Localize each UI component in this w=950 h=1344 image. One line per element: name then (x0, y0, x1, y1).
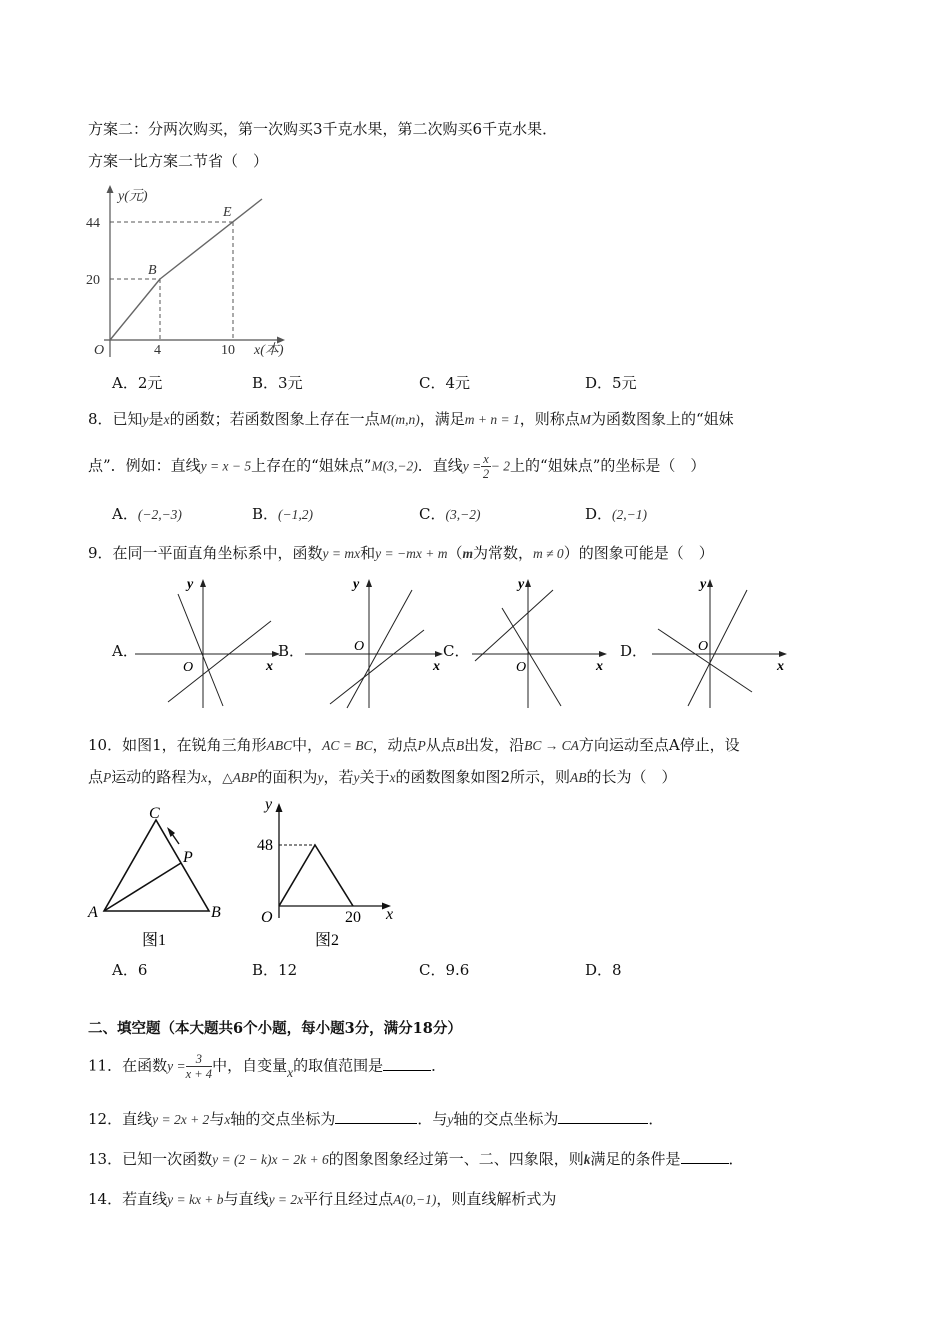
q13: 13．已知一次函数y = (2 − k)x − 2k + 6的图象图象经过第一、二、四象限，则k满足的条件是 ． (88, 1150, 744, 1168)
q10-option-b[interactable]: B．12 (252, 961, 298, 979)
q7-option-a[interactable]: A．2元 (112, 374, 163, 392)
q9-graph-b (300, 574, 450, 714)
q8-option-d[interactable]: D．(2,−1) (585, 505, 648, 523)
q11-answer-blank[interactable] (383, 1070, 431, 1071)
y-tick-48: 48 (257, 837, 273, 854)
q8-line2: 点”．例如：直线y = x − 5上存在的“姐妹点”M(3,−2)．直线y = $\frac{x}{2}$ − 2上的“姐妹点”的坐标是（ ） (88, 452, 706, 481)
q12: 12．直线y = 2x + 2与x轴的交点坐标为 ．与y轴的交点坐标为 ． (88, 1110, 664, 1128)
q9-graph-d (650, 574, 800, 714)
axis-y: y (187, 577, 194, 592)
x-tick-10: 10 (221, 343, 235, 358)
q8-line1: 8．已知y是x的函数；若函数图象上存在一点M(m,n)，满足m + n = 1，则称点M为函数图象上的“姐妹 (88, 410, 734, 428)
x-tick-4: 4 (154, 343, 161, 358)
axis-y: y (353, 577, 360, 592)
vertex-a-label: A (88, 904, 98, 921)
y-tick-44: 44 (86, 216, 100, 231)
q9-graph-c (470, 574, 620, 714)
q8-option-c[interactable]: C．(3,−2) (419, 505, 481, 523)
area-graph (279, 845, 353, 906)
q13-answer-blank[interactable] (681, 1163, 729, 1164)
origin: O (698, 639, 709, 654)
q9b-line-shallow (330, 630, 424, 704)
point-e-label: E (223, 205, 232, 220)
axis-x-label: x (386, 906, 394, 923)
q10-figure-1 (84, 800, 234, 950)
section-2-heading: 二、填空题（本大题共6个小题，每小题3分，满分18分） (88, 1020, 462, 1037)
q9c-line-steep (502, 608, 561, 706)
vertex-b-label: B (211, 904, 221, 921)
q7-question: 方案一比方案二节省（ ） (88, 152, 269, 170)
q12-answer-blank-x[interactable] (335, 1123, 417, 1124)
q9-option-a[interactable]: A． (112, 642, 138, 660)
y-axis-label: y(元) (118, 189, 148, 204)
plan-two-text: 方案二：分两次购买，第一次购买3千克水果，第二次购买6千克水果． (88, 120, 558, 138)
fraction: $\frac{x}{2}$ (482, 452, 490, 481)
q9-option-b[interactable]: B． (278, 642, 305, 660)
q7-option-c[interactable]: C．4元 (419, 374, 471, 392)
q7-graph (80, 182, 290, 362)
x-axis-label: x(本) (254, 343, 284, 358)
figure-1-caption: 图1 (142, 932, 167, 949)
q9-option-c[interactable]: C． (443, 642, 470, 660)
axis-x: x (433, 659, 440, 674)
q10-figure-2 (255, 795, 415, 950)
point-p-label: P (183, 849, 193, 866)
q10-option-d[interactable]: D．8 (585, 961, 622, 979)
q7-option-d[interactable]: D．5元 (585, 374, 637, 392)
q14: 14．若直线y = kx + b与直线y = 2x平行且经过点A(0,−1)，则直线解析式为 (88, 1190, 557, 1208)
q11: 11．在函数y = $\frac{3}{x + 4}$ 中，自变量x的取值范围是 ． (88, 1052, 447, 1081)
q10-line2: 点P运动的路程为x，△ABP的面积为y，若y关于x的函数图象如图2所示，则AB的长为（ ） (88, 768, 677, 786)
axis-y: y (518, 577, 525, 592)
q10-option-c[interactable]: C．9.6 (419, 961, 470, 979)
q9-option-d[interactable]: D． (620, 642, 648, 660)
figure-2-caption: 图2 (315, 932, 340, 949)
segment-ap (104, 863, 181, 911)
axis-x: x (266, 659, 273, 674)
q12-answer-blank-y[interactable] (558, 1123, 648, 1124)
axis-y: y (700, 577, 707, 592)
axis-x: x (777, 659, 784, 674)
origin-label: O (94, 343, 105, 358)
origin: O (516, 660, 527, 675)
fraction: $\frac{3}{x + 4}$ (185, 1052, 213, 1081)
q7-option-b[interactable]: B．3元 (252, 374, 303, 392)
origin: O (354, 639, 365, 654)
q10-line1: 10．如图1，在锐角三角形ABC中，AC = BC，动点P从点B出发，沿BC → CA方向运动至点A停止，设 (88, 736, 740, 754)
q8-option-b[interactable]: B．(−1,2) (252, 505, 314, 523)
graph-segment-be (160, 199, 262, 279)
q10-option-a[interactable]: A．6 (112, 961, 148, 979)
axis-y-label: y (265, 796, 273, 813)
y-tick-20: 20 (86, 273, 100, 288)
vertex-c-label: C (149, 805, 160, 822)
q9-question: 9．在同一平面直角坐标系中，函数y = mx和y = −mx + m（m为常数，m ≠ 0）的图象可能是（ ） (88, 544, 714, 562)
q9c-line-shallow (475, 590, 553, 661)
q8-option-a[interactable]: A．(−2,−3) (112, 505, 182, 523)
graph-segment-ob (110, 279, 160, 340)
q9d-line-steep (688, 590, 747, 706)
origin-label: O (261, 909, 273, 926)
point-b-label: B (148, 263, 157, 278)
axis-x: x (596, 659, 603, 674)
triangle-abc (104, 820, 209, 911)
x-tick-20: 20 (345, 909, 361, 926)
origin: O (183, 660, 194, 675)
q9-graph-a (135, 574, 285, 714)
